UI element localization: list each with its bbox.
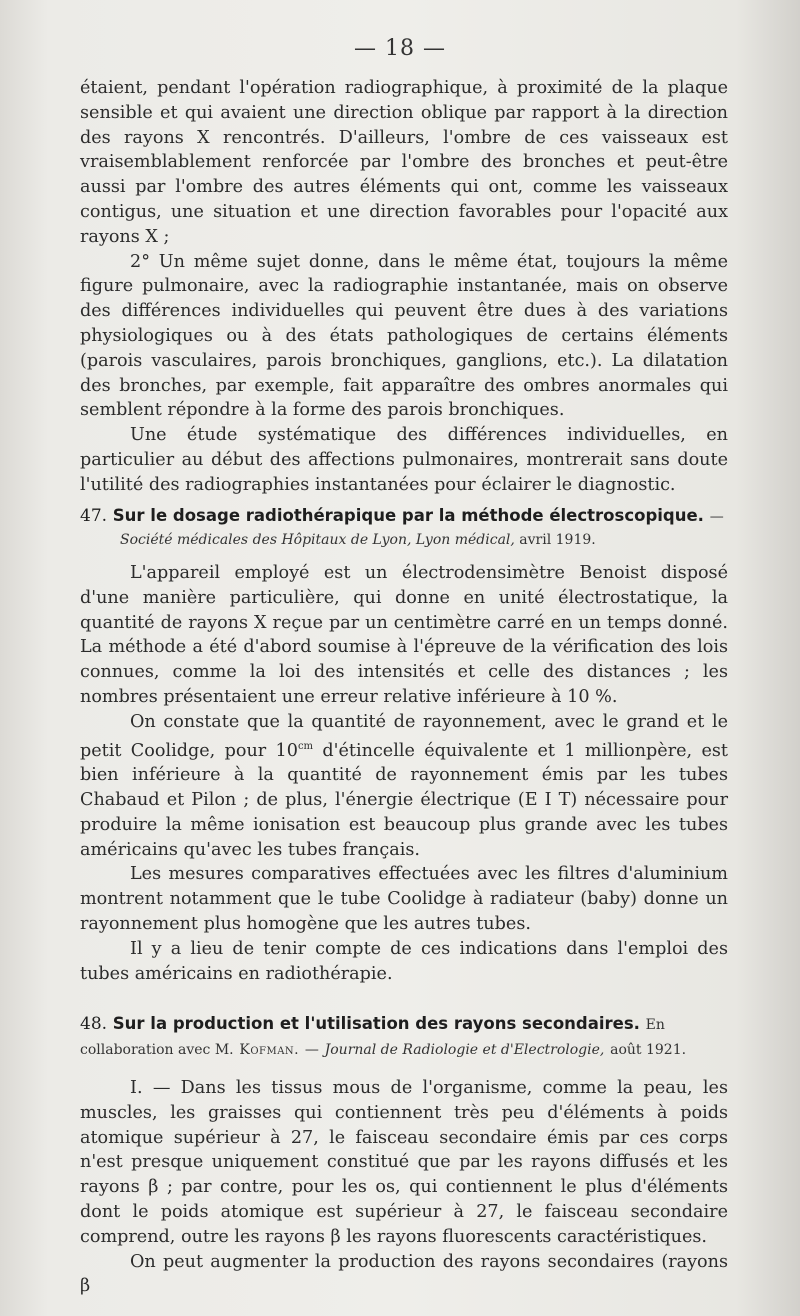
paragraph-point-2: 2° Un même sujet donne, dans le même état, toujours la même figure pulmonaire, avec la radiographie instantanée, mais on observe des différences individuelles qui peuvent être dues à des variations physiologiques ou à des états pathologiques de certains éléments (parois vasculaires, parois bronchiques, ganglions, etc.). La dilatation des bronches, par exemple, fait apparaître des ombres anormales qui semblent répondre à la forme des parois bronchiques. (80, 251, 728, 421)
section-48-number: 48. (80, 1014, 108, 1034)
section-47-title: Sur le dosage radiothérapique par la méthode électroscopique. (112, 506, 704, 525)
paragraph-continuation: étaient, pendant l'opération radiographique, à proximité de la plaque sensible et qui avaient une direction oblique par rapport à la direction des rayons X rencontrés. D'ailleurs, l'ombre de ces vaisseaux est vraisemblablement renforcée par l'ombre des bronches et peut-être aussi par l'ombre des autres éléments qui ont, comme les vaisseaux contigus, une situation et une direction favorables pour l'opacité aux rayons X ; (80, 78, 728, 247)
section-47-number: 47. (80, 506, 108, 526)
paragraph-systematic-study: Une étude systématique des différences individuelles, en particulier au début des affections pulmonaires, montrerait sans doute l'utilité des radiographies instantanées pour éclairer le diagnostic. (80, 425, 728, 495)
body-text-top (80, 76, 728, 498)
section-48-author: Kofman. (239, 1042, 300, 1058)
section-47-date: avril 1919. (519, 532, 596, 548)
section-48-date: août 1921. (610, 1042, 687, 1058)
section-47-source (80, 529, 728, 551)
section-47-heading (80, 504, 728, 529)
section-48-journal: Journal de Radiologie et d'Electrologie, (324, 1042, 605, 1058)
section-47-paragraph-2: On constate que la quantité de rayonnement, avec le grand et le petit Coolidge, pour $10^{cm}$ d'étincelle équivalente et 1 millionpère, est bien inférieure à la quantité de rayonnement émis par les tubes Chabaud et Pilon ; de plus, l'énergie électrique (E I T) nécessaire pour produire la même ionisation est beaucoup plus grande avec les tubes américains qu'avec les tubes français. (80, 711, 728, 860)
section-48-collab: En collaboration avec M. (80, 1017, 665, 1058)
section-48-dash: — (304, 1042, 319, 1058)
section-47 (80, 504, 728, 986)
section-48-paragraph-2: On peut augmenter la production des rayons secondaires (rayons β (80, 1251, 728, 1297)
section-47-paragraph-3: Les mesures comparatives effectuées avec les filtres d'aluminium montrent notamment que le tube Coolidge à radiateur (baby) donne un rayonnement plus homogène que les autres tubes. (80, 864, 728, 935)
page-number: — 18 — (354, 36, 446, 61)
section-48 (80, 1012, 728, 1299)
section-48-paragraph-1: I. — Dans les tissus mous de l'organisme, comme la peau, les muscles, les graisses qui contiennent très peu d'éléments à poids atomique supérieur à 27, le faisceau secondaire émis par ces corps n'est presque uniquement constitué que par les rayons diffusés et les rayons β ; par contre, pour les os, qui contiennent le plus d'éléments dont le poids atomique est supérieur à 27, le faisceau secondaire comprend, outre les rayons β les rayons fluorescents caractéristiques. (80, 1078, 728, 1247)
section-47-journal: Société médicales des Hôpitaux de Lyon, Lyon médical, (120, 532, 515, 548)
section-48-heading (80, 1012, 728, 1062)
section-47-paragraph-1: L'appareil employé est un électrodensimètre Benoist disposé d'une manière particulière, qui donne en unité électrostatique, la quantité de rayons X reçue par un centimètre carré en un temps donné. La méthode a été d'abord soumise à l'épreuve de la vérification des lois connues, comme la loi des intensités et celle des distances ; les nombres présentaient une erreur relative inférieure à 10 %. (80, 563, 728, 707)
section-47-dash: — (709, 509, 724, 525)
section-47-paragraph-4: Il y a lieu de tenir compte de ces indications dans l'emploi des tubes américains en radiothérapie. (80, 938, 728, 984)
section-48-title: Sur la production et l'utilisation des rayons secondaires. (112, 1014, 640, 1033)
